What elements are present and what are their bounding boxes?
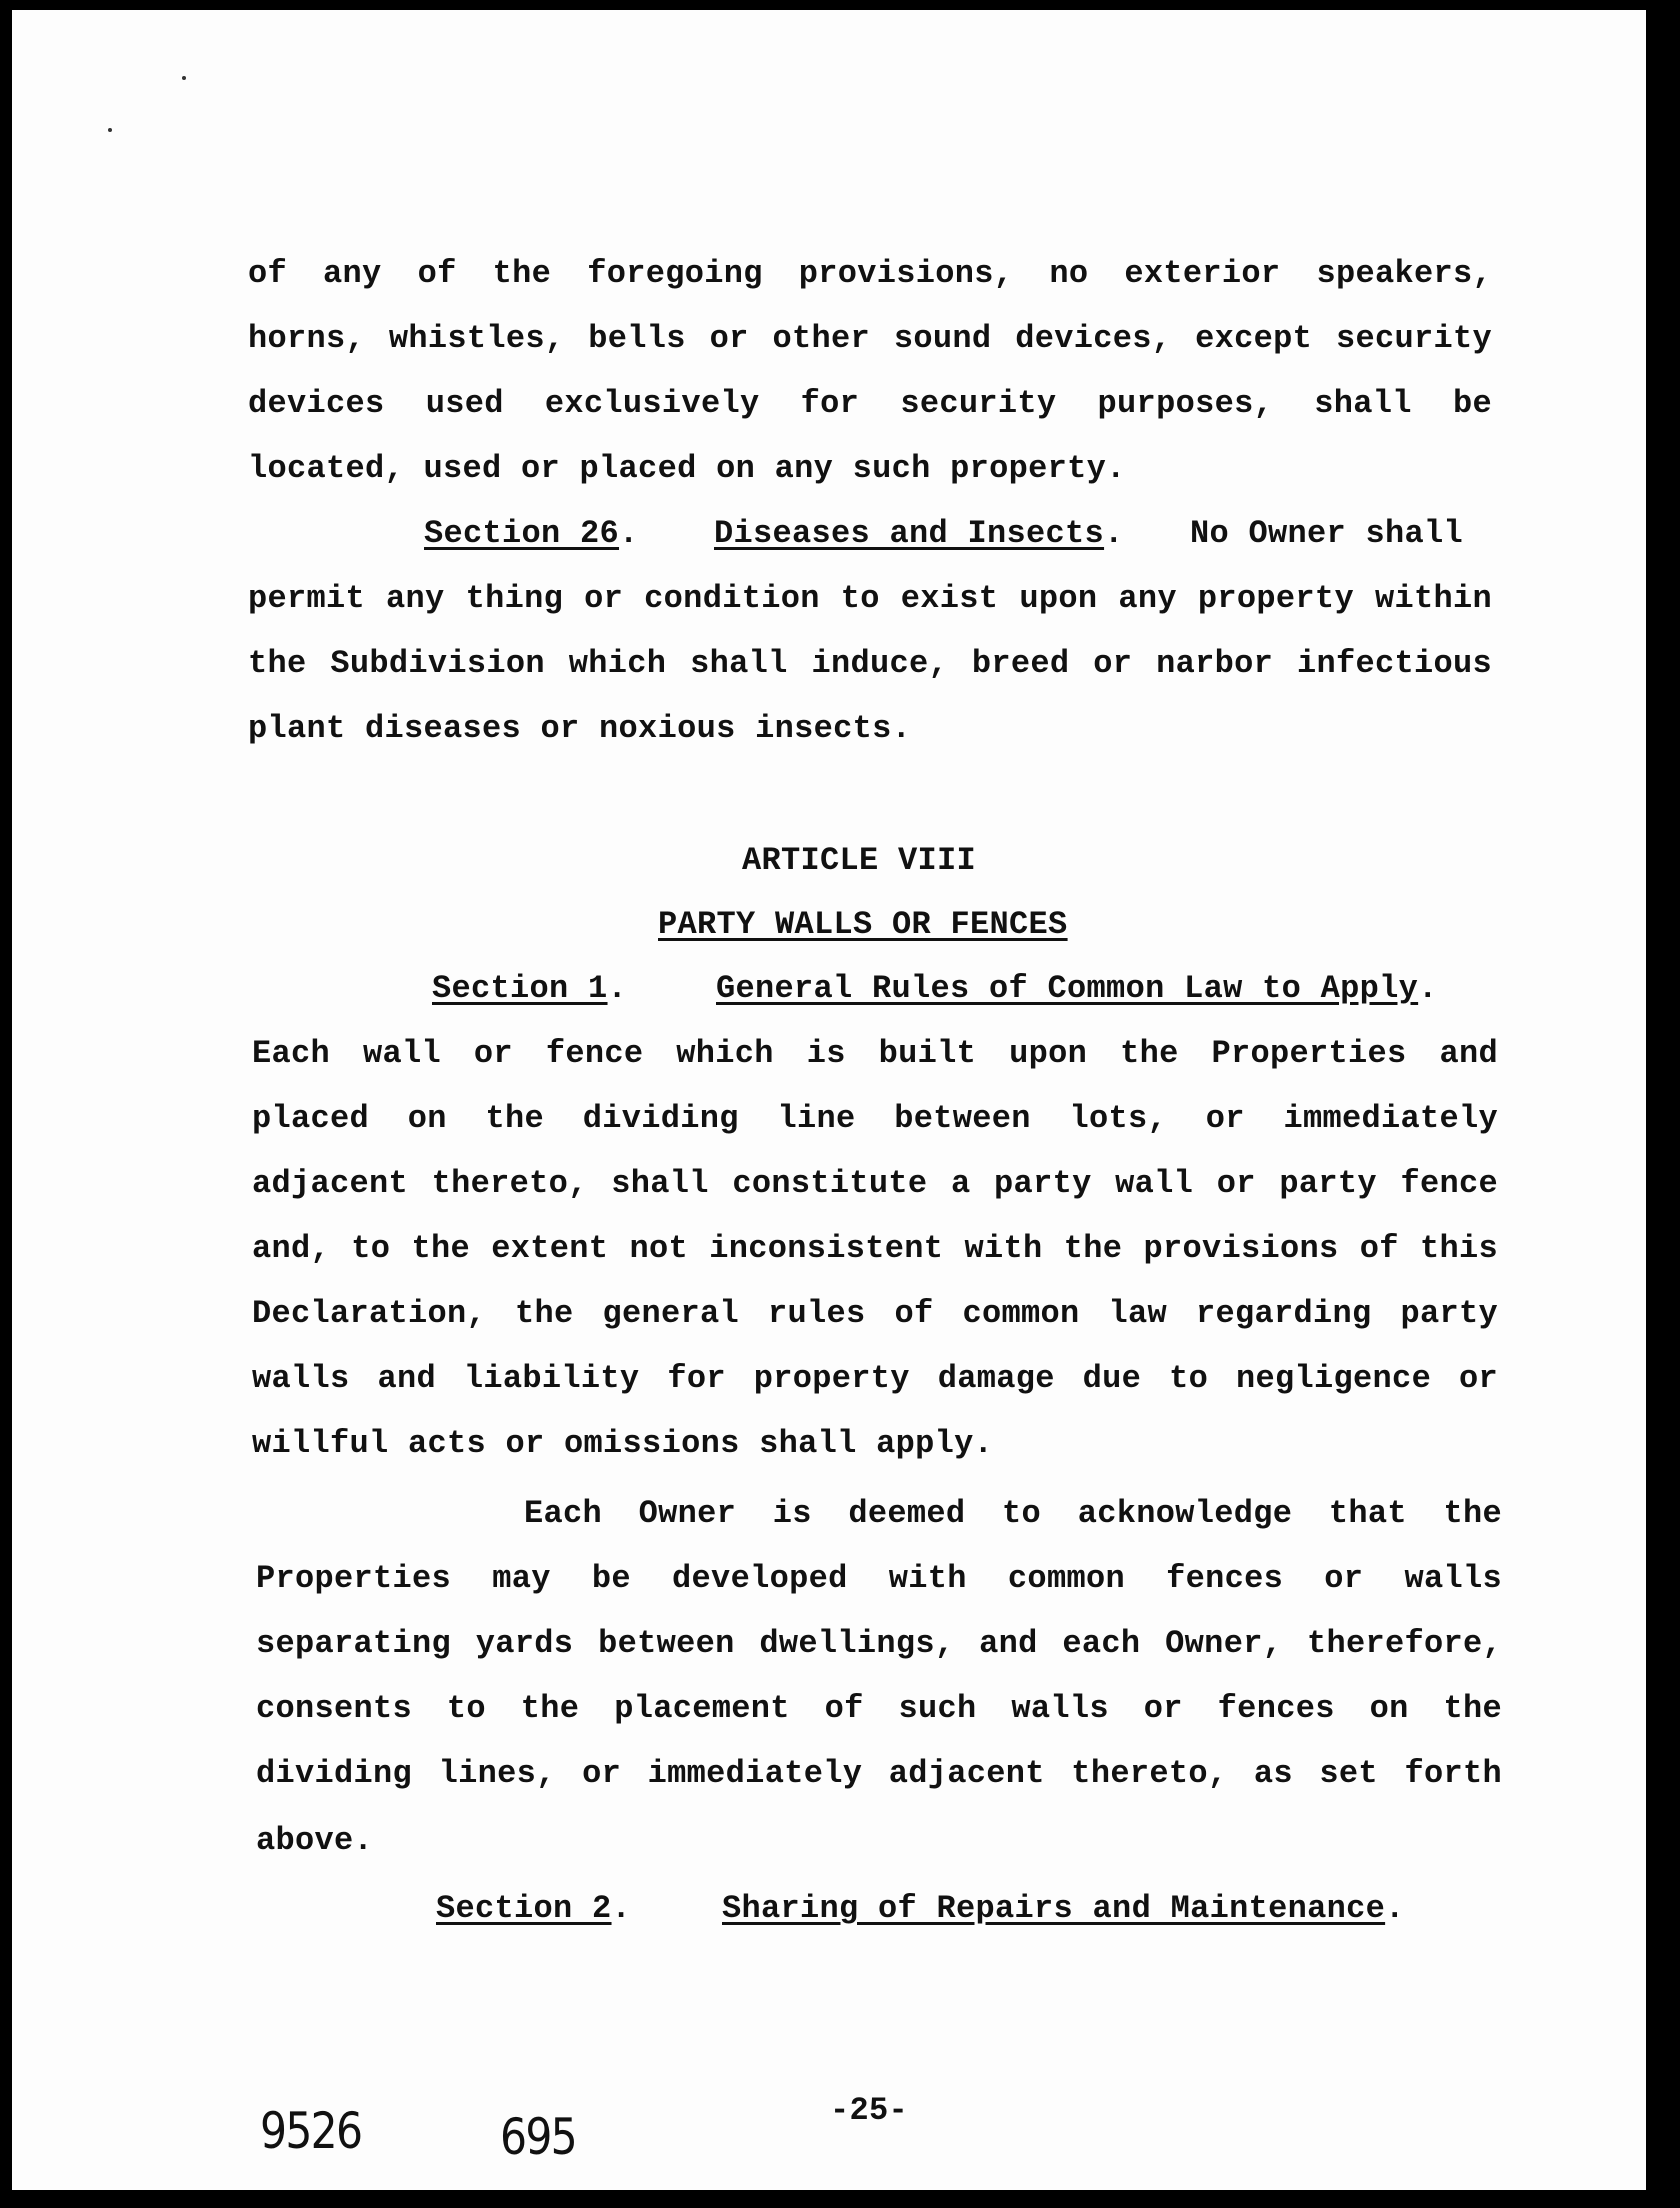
paragraph-line: horns, whistles, bells or other sound devices, except security [248,320,1492,357]
paragraph-line: Properties may be developed with common fences or walls [256,1560,1502,1597]
section-2-title: Sharing of Repairs and Maintenance [722,1890,1386,1927]
paragraph-line: above. [256,1822,374,1859]
section-26-label: Section 26 [424,515,620,552]
section-2-label: Section 2 [436,1890,612,1927]
paragraph-line: the Subdivision which shall induce, breed or narbor infectious [248,645,1492,682]
paragraph-line: placed on the dividing line between lots, or immediately [252,1100,1498,1137]
section-1-label: Section 1 [432,970,608,1007]
paragraph-line: and, to the extent not inconsistent with the provisions of this [252,1230,1498,1267]
paragraph-line: willful acts or omissions shall apply. [252,1425,994,1462]
page-number: -25- [830,2092,909,2129]
section-2-heading: Section 2. [436,1890,632,1927]
paragraph-line: adjacent thereto, shall constitute a party wall or party fence [252,1165,1498,1202]
section-26-title: Diseases and Insects [714,515,1105,552]
stamp-number-right: 695 [500,2108,577,2166]
section-26-heading: Section 26. [424,515,639,552]
paragraph-line: plant diseases or noxious insects. [248,710,912,747]
paragraph-line: devices used exclusively for security purposes, shall be [248,385,1492,422]
paragraph-line: separating yards between dwellings, and each Owner, therefore, [256,1625,1502,1662]
section-26-first-line-rest: No Owner shall [1190,515,1464,552]
stamp-number-left: 9526 [260,2102,362,2160]
paragraph-line: consents to the placement of such walls or fences on the [256,1690,1502,1727]
document-page [12,10,1646,2190]
paragraph-line: dividing lines, or immediately adjacent thereto, as set forth [256,1755,1502,1792]
paragraph-line: located, used or placed on any such property. [248,450,1126,487]
section-1-heading: Section 1. [432,970,628,1007]
paragraph-line: walls and liability for property damage due to negligence or [252,1360,1498,1397]
article-number: ARTICLE VIII [742,842,977,879]
paragraph-line: Declaration, the general rules of common law regarding party [252,1295,1498,1332]
section-2-title-line: Sharing of Repairs and Maintenance. [722,1890,1405,1927]
section-1-title: General Rules of Common Law to Apply [716,970,1419,1007]
paragraph-line: permit any thing or condition to exist upon any property within [248,580,1492,617]
paragraph-line: of any of the foregoing provisions, no exterior speakers, [248,255,1492,292]
scan-speck [182,76,186,80]
article-title: PARTY WALLS OR FENCES [658,906,1068,943]
section-1-title-line: General Rules of Common Law to Apply. [716,970,1438,1007]
scan-speck [108,128,112,132]
section-26-title-line: Diseases and Insects. [714,515,1124,552]
paragraph-line: Each Owner is deemed to acknowledge that the [524,1495,1502,1532]
paragraph-line: Each wall or fence which is built upon the Properties and [252,1035,1498,1072]
